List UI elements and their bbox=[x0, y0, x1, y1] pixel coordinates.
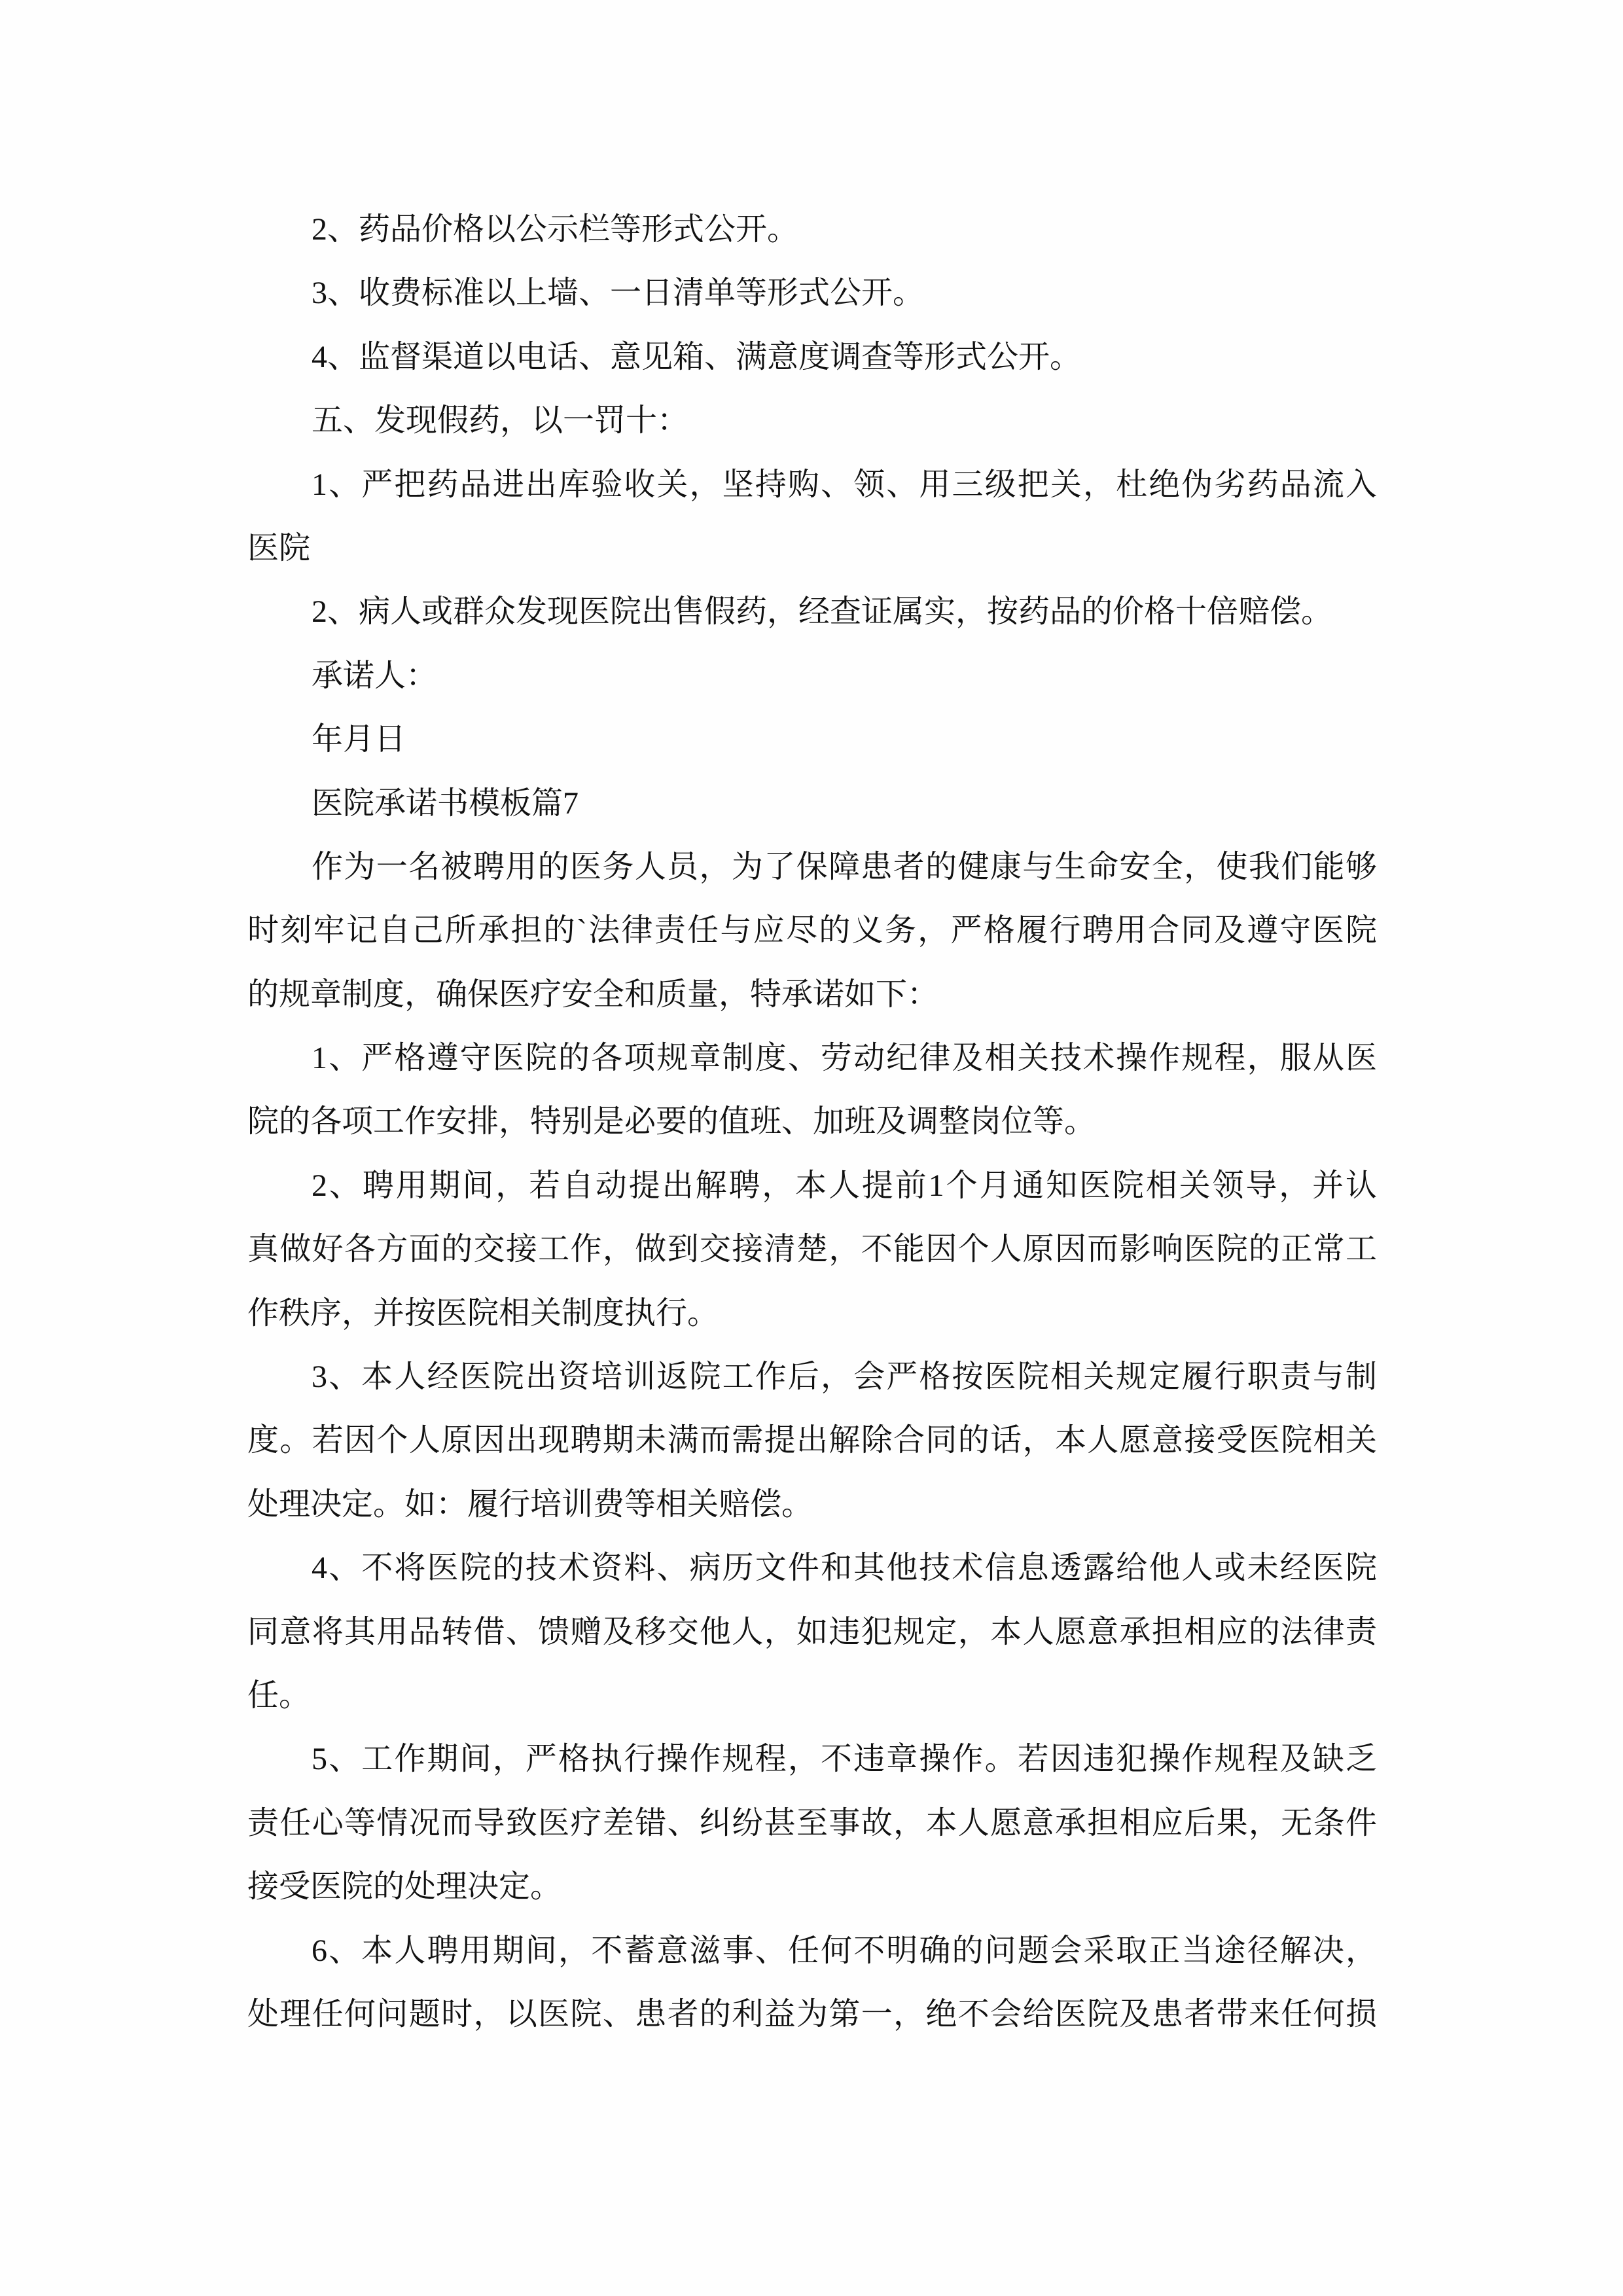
text-line: 责任心等情况而导致医疗差错、纠纷甚至事故，本人愿意承担相应后果，无条件 bbox=[247, 1805, 1377, 1840]
paragraph bbox=[247, 1536, 1377, 1727]
text-line: 作秩序，并按医院相关制度执行。 bbox=[247, 1295, 719, 1331]
text-line: 2、药品价格以公示栏等形式公开。 bbox=[312, 212, 799, 247]
paragraph bbox=[247, 389, 1377, 452]
text-line: 同意将其用品转借、馈赠及移交他人，如违犯规定，本人愿意承担相应的法律责 bbox=[247, 1614, 1377, 1649]
text-line: 3、收费标准以上墙、一日清单等形式公开。 bbox=[312, 276, 925, 311]
text-line: 院的各项工作安排，特别是必要的值班、加班及调整岗位等。 bbox=[247, 1104, 1096, 1139]
text-line: 4、不将医院的技术资料、病历文件和其他技术信息透露给他人或未经医院 bbox=[312, 1551, 1377, 1586]
paragraph bbox=[247, 261, 1377, 325]
paragraph bbox=[247, 772, 1377, 835]
paragraph bbox=[247, 1727, 1377, 1918]
paragraph bbox=[247, 198, 1377, 261]
paragraph bbox=[247, 708, 1377, 771]
text-line: 真做好各方面的交接工作，做到交接清楚，不能因个人原因而影响医院的正常工 bbox=[247, 1232, 1377, 1267]
text-line: 接受医院的处理决定。 bbox=[247, 1869, 562, 1905]
paragraph bbox=[247, 835, 1377, 1026]
text-line: 1、严把药品进出库验收关，坚持购、领、用三级把关，杜绝伪劣药品流入 bbox=[312, 467, 1377, 502]
text-line: 作为一名被聘用的医务人员，为了保障患者的健康与生命安全，使我们能够 bbox=[312, 849, 1377, 884]
text-line: 3、本人经医院出资培训返院工作后，会严格按医院相关规定履行职责与制 bbox=[312, 1359, 1377, 1395]
text-line: 五、发现假药，以一罚十： bbox=[312, 403, 689, 439]
text-line: 的规章制度，确保医疗安全和质量，特承诺如下： bbox=[247, 977, 939, 1012]
text-line: 处理决定。如：履行培训费等相关赔偿。 bbox=[247, 1486, 813, 1522]
text-line: 4、监督渠道以电话、意见箱、满意度调查等形式公开。 bbox=[312, 339, 1082, 374]
document-body bbox=[247, 198, 1377, 2046]
paragraph bbox=[247, 1345, 1377, 1536]
text-line: 医院承诺书模板篇7 bbox=[312, 785, 579, 821]
text-line: 5、工作期间，严格执行操作规程，不违章操作。若因违犯操作规程及缺乏 bbox=[312, 1742, 1377, 1777]
paragraph bbox=[247, 1026, 1377, 1154]
paragraph bbox=[247, 1154, 1377, 1345]
text-line: 时刻牢记自己所承担的`法律责任与应尽的义务，严格履行聘用合同及遵守医院 bbox=[247, 913, 1377, 948]
text-line: 任。 bbox=[247, 1677, 311, 1713]
text-line: 2、聘用期间，若自动提出解聘，本人提前1个月通知医院相关领导，并认 bbox=[312, 1168, 1377, 1203]
paragraph bbox=[247, 453, 1377, 581]
text-line: 1、严格遵守医院的各项规章制度、劳动纪律及相关技术操作规程，服从医 bbox=[312, 1041, 1377, 1076]
paragraph bbox=[247, 325, 1377, 389]
paragraph bbox=[247, 580, 1377, 643]
text-line: 6、本人聘用期间，不蓄意滋事、任何不明确的问题会采取正当途径解决， bbox=[312, 1933, 1377, 1968]
text-line: 年月日 bbox=[312, 722, 406, 757]
text-line: 度。若因个人原因出现聘期未满而需提出解除合同的话，本人愿意接受医院相关 bbox=[247, 1423, 1377, 1458]
text-line: 承诺人： bbox=[312, 658, 438, 693]
paragraph bbox=[247, 644, 1377, 708]
text-line: 医院 bbox=[247, 530, 311, 565]
text-line: 处理任何问题时，以医院、患者的利益为第一，绝不会给医院及患者带来任何损 bbox=[247, 1996, 1377, 2032]
paragraph bbox=[247, 1919, 1377, 2047]
text-line: 2、病人或群众发现医院出售假药，经查证属实，按药品的价格十倍赔偿。 bbox=[312, 594, 1333, 630]
